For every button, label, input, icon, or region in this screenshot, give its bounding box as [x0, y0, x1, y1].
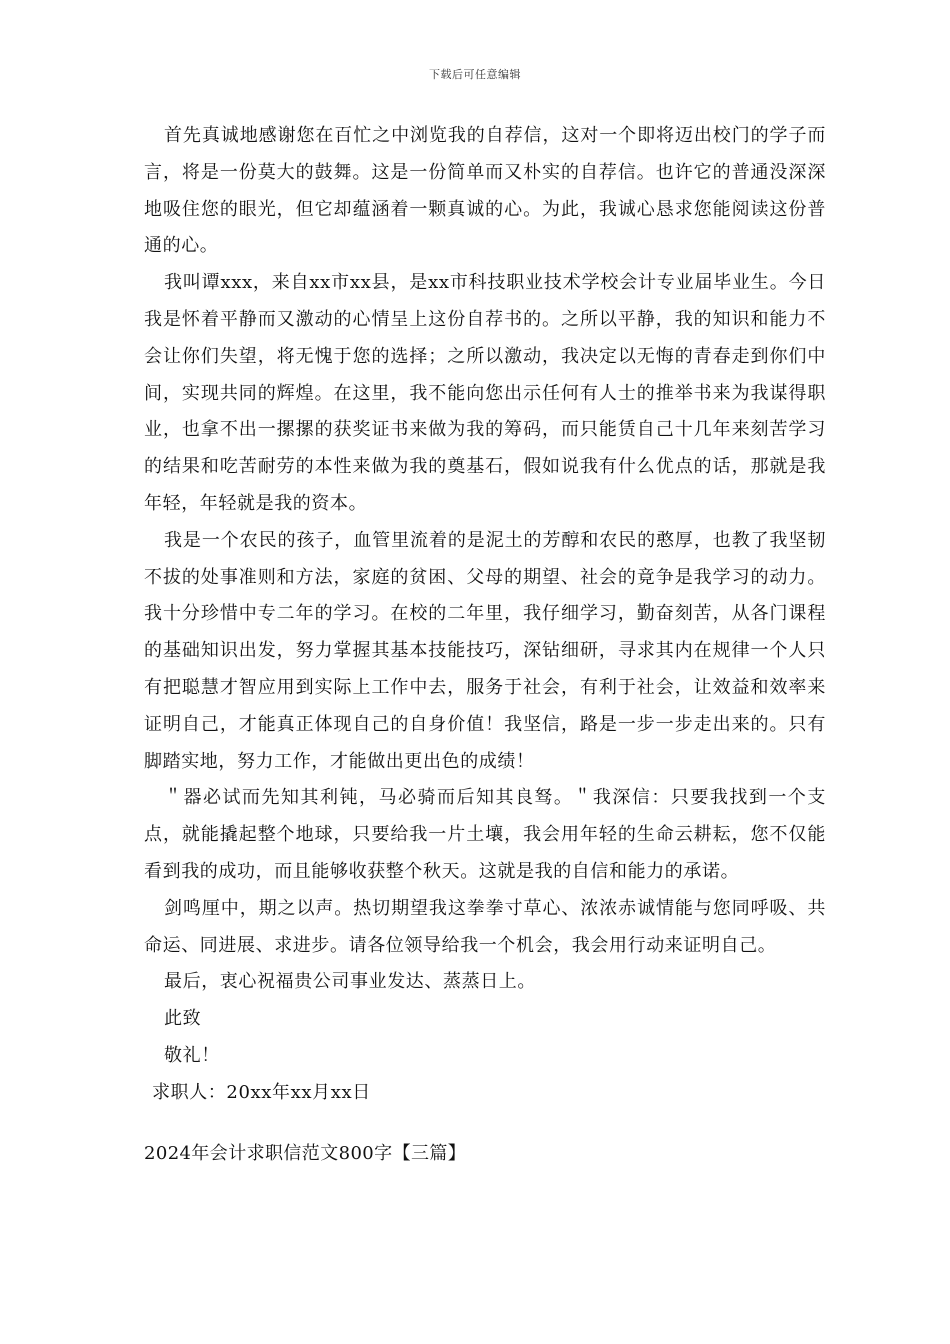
paragraph-request: 剑鸣厘中，期之以声。热切期望我这拳拳寸草心、浓浓赤诚情能与您同呼吸、共命运、同进展、求进步。请各位领导给我一个机会，我会用行动来证明自己。 — [144, 897, 826, 956]
signature-line: 求职人：20xx年xx月xx日 — [152, 1081, 371, 1103]
next-section-title: 2024年会计求职信范文800字【三篇】 — [144, 1143, 467, 1164]
closing-regards: 敬礼！ — [164, 1044, 220, 1066]
paragraph-background: 我是一个农民的孩子，血管里流着的是泥土的芳醇和农民的憨厚，也教了我坚韧不拔的处事准则和方法，家庭的贫困、父母的期望、社会的竟争是我学习的动力。我十分珍惜中专二年的学习。在校的二年里，我仔细学习，勤奋刻苦，从各门课程的基础知识出发，努力掌握其基本技能技巧，深钻细研，寻求其内在规律一个人只有把聪慧才智应用到实际上工作中去，服务于社会，有利于社会，让效益和效率来证明自己，才能真正体现自己的自身价值！我坚信，路是一步一步走出来的。只有脚踏实地，努力工作，才能做出更出色的成绩！ — [144, 529, 826, 772]
closing-salutation: 此致 — [164, 1008, 202, 1030]
paragraph-intro: 首先真诚地感谢您在百忙之中浏览我的自荐信，这对一个即将迈出校门的学子而言，将是一份莫大的鼓舞。这是一份简单而又朴实的自荐信。也许它的普通没深深地吸住您的眼光，但它却蕴涵着一颗真诚的心。为此，我诚心恳求您能阅读这份普通的心。 — [144, 125, 826, 257]
paragraph-self-introduction: 我叫谭xxx，来自xx市xx县，是xx市科技职业技术学校会计专业届毕业生。今日我是怀着平静而又激动的心情呈上这份自荐书的。之所以平静，我的知识和能力不会让你们失望，将无愧于您的选择；之所以激动，我决定以无悔的青春走到你们中间，实现共同的辉煌。在这里，我不能向您出示任何有人士的推举书来为我谋得职业，也拿不出一摞摞的获奖证书来做为我的筹码，而只能赁自己十几年来刻苦学习的结果和吃苦耐劳的本性来做为我的奠基石，假如说我有什么优点的话，那就是我年轻，年轻就是我的资本。 — [144, 272, 826, 514]
header-note: 下载后可任意编辑 — [429, 68, 521, 81]
letter-body — [144, 118, 826, 1112]
paragraph-wishes: 最后，衷心祝福贵公司事业发达、蒸蒸日上。 — [164, 971, 536, 993]
paragraph-confidence: ＂器必试而先知其利钝，马必骑而后知其良驽。＂我深信：只要我找到一个支点，就能撬起整个地球，只要给我一片土壤，我会用年轻的生命云耕耘，您不仅能看到我的成功，而且能够收获整个秋天。这就是我的自信和能力的承诺。 — [144, 787, 826, 882]
